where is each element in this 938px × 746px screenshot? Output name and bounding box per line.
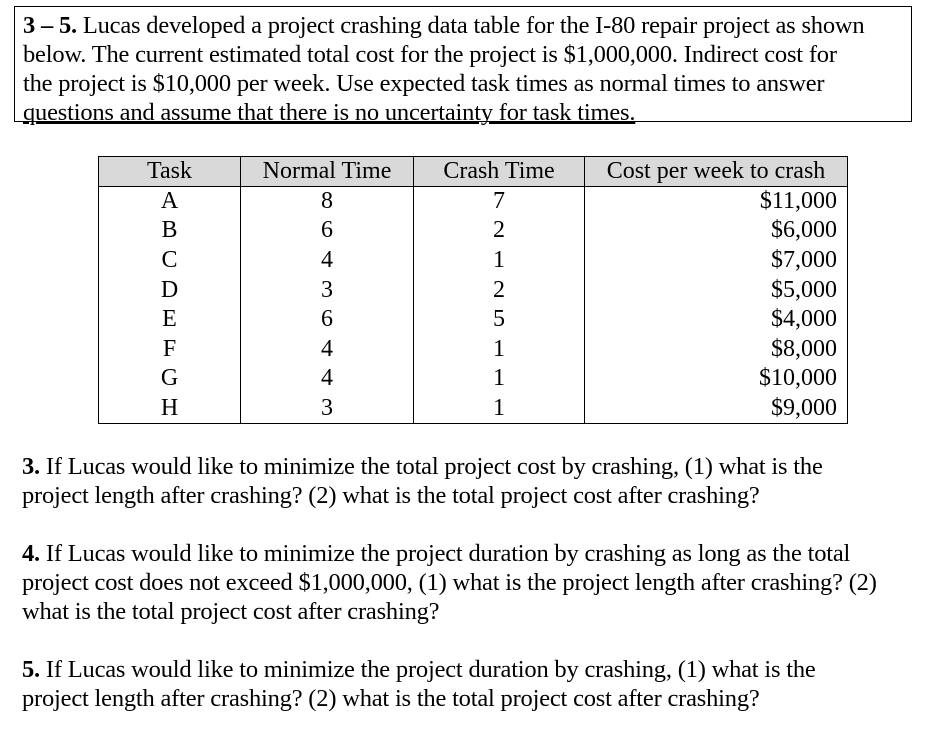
cell-task: C <box>99 246 241 276</box>
cell-task: F <box>99 334 241 364</box>
table-row <box>99 216 848 246</box>
question-3-text-1: If Lucas would like to minimize the total project cost by crashing, (1) what is the <box>39 453 823 480</box>
cell-crash-time: 2 <box>414 216 585 246</box>
cell-crash-time: 2 <box>414 275 585 305</box>
question-4-text-1: If Lucas would like to minimize the project duration by crashing as long as the total <box>39 540 851 567</box>
header-normal-time: Normal Time <box>241 157 414 187</box>
cell-cost: $11,000 <box>585 187 848 217</box>
question-4 <box>22 539 877 626</box>
table-row <box>99 334 848 364</box>
cell-cost: $6,000 <box>585 216 848 246</box>
cell-normal-time: 4 <box>241 334 414 364</box>
table-row <box>99 305 848 335</box>
header-cost-per-week: Cost per week to crash <box>585 157 848 187</box>
question-4-line-1 <box>22 539 877 568</box>
cell-crash-time: 1 <box>414 334 585 364</box>
cell-task: E <box>99 305 241 335</box>
intro-line-3: the project is $10,000 per week. Use expected task times as normal times to answer <box>23 70 825 97</box>
cell-cost: $10,000 <box>585 364 848 394</box>
question-3-line-2: project length after crashing? (2) what is the total project cost after crashing? <box>22 482 760 509</box>
cell-normal-time: 3 <box>241 275 414 305</box>
intro-line-2: below. The current estimated total cost for the project is $1,000,000. Indirect cost for <box>23 41 837 68</box>
cell-normal-time: 4 <box>241 246 414 276</box>
header-task: Task <box>99 157 241 187</box>
intro-text-4: questions and assume that there is no uncertainty for task times. <box>23 99 636 126</box>
cell-normal-time: 3 <box>241 394 414 424</box>
cell-crash-time: 1 <box>414 394 585 424</box>
intro-line-4 <box>23 98 903 127</box>
question-5-number: 5. <box>22 656 40 683</box>
cell-task: B <box>99 216 241 246</box>
problem-intro <box>14 6 912 126</box>
cell-cost: $4,000 <box>585 305 848 335</box>
question-5-line-1 <box>22 655 816 684</box>
question-4-line-2: project cost does not exceed $1,000,000, (1) what is the project length after crashing? (2) <box>22 569 877 596</box>
question-3-number: 3. <box>22 453 40 480</box>
cell-cost: $5,000 <box>585 275 848 305</box>
table-row <box>99 364 848 394</box>
cell-task: D <box>99 275 241 305</box>
question-5 <box>22 655 816 713</box>
cell-crash-time: 1 <box>414 246 585 276</box>
cell-normal-time: 8 <box>241 187 414 217</box>
table-row <box>99 275 848 305</box>
cell-crash-time: 5 <box>414 305 585 335</box>
question-3 <box>22 452 823 510</box>
table-row <box>99 246 848 276</box>
cell-task: G <box>99 364 241 394</box>
cell-cost: $7,000 <box>585 246 848 276</box>
crashing-data-table <box>98 156 848 424</box>
cell-crash-time: 7 <box>414 187 585 217</box>
cell-crash-time: 1 <box>414 364 585 394</box>
table-header-row <box>99 157 848 187</box>
question-4-number: 4. <box>22 540 40 567</box>
intro-line-1 <box>23 11 903 40</box>
question-5-line-2: project length after crashing? (2) what is the total project cost after crashing? <box>22 685 760 712</box>
question-4-line-3: what is the total project cost after crashing? <box>22 598 440 625</box>
cell-cost: $9,000 <box>585 394 848 424</box>
cell-cost: $8,000 <box>585 334 848 364</box>
cell-normal-time: 6 <box>241 305 414 335</box>
header-crash-time: Crash Time <box>414 157 585 187</box>
table-row <box>99 394 848 424</box>
cell-normal-time: 4 <box>241 364 414 394</box>
question-3-line-1 <box>22 452 823 481</box>
intro-text-1: Lucas developed a project crashing data table for the I-80 repair project as shown <box>76 12 865 39</box>
cell-normal-time: 6 <box>241 216 414 246</box>
cell-task: A <box>99 187 241 217</box>
cell-task: H <box>99 394 241 424</box>
question-5-text-1: If Lucas would like to minimize the project duration by crashing, (1) what is the <box>39 656 816 683</box>
problem-number: 3 – 5. <box>23 12 77 39</box>
table-row <box>99 187 848 217</box>
